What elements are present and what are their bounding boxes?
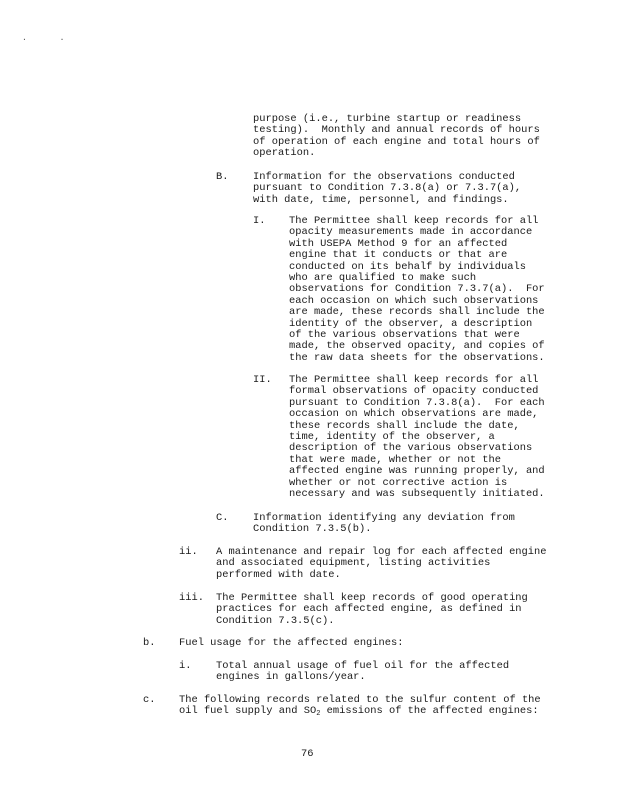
item-text-iii: The Permittee shall keep records of good operating practices for each affected engine, as defined in Condition 7.3.5(c). bbox=[216, 592, 528, 627]
item-text-ii: A maintenance and repair log for each affected engine and associated equipment, listing activities performed with date. bbox=[216, 546, 547, 581]
so2-subscript: 2 bbox=[316, 710, 321, 719]
item-text-b: Information for the observations conducted pursuant to Condition 7.3.8(a) or 7.3.7(a), with date, time, personnel, and findings. bbox=[253, 171, 522, 206]
item-label-c: C. bbox=[216, 512, 229, 524]
item-label-b-i: i. bbox=[179, 660, 192, 672]
section-label-b: b. bbox=[143, 637, 156, 649]
subitem-label-ii: II. bbox=[253, 374, 272, 386]
item-label-ii: ii. bbox=[179, 546, 198, 558]
item-label-b: B. bbox=[216, 171, 229, 183]
subitem-text-i: The Permittee shall keep records for all opacity measurements made in accordance with USEPA Method 9 for an affected engine that it conducts or that are conducted on its behalf by individuals who are qualified to make such observations for Condition 7.3.7(a). For each occasion on which such observations are made, these records shall include the identity of the observer, a description of the various observations that were made, the observed opacity, and copies of the raw data sheets for the observations. bbox=[289, 215, 545, 364]
item-text-b-i: Total annual usage of fuel oil for the affected engines in gallons/year. bbox=[216, 660, 510, 684]
subitem-text-ii: The Permittee shall keep records for all formal observations of opacity conducted pursuant to Condition 7.3.8(a). For each occasion on which observations are made, these records shall include the date, time, identity of the observer, a description of the various observations that were made, whether or not the affected engine was running properly, and whether or not corrective action is necessary and was subsequently initiated. bbox=[289, 374, 545, 501]
section-text-c-line1: The following records related to the sulfur content of the bbox=[179, 694, 541, 706]
scan-specks: . . bbox=[22, 34, 79, 43]
section-text-c-line2-post: emissions of the affected engines: bbox=[320, 705, 539, 718]
item-text-c: Information identifying any deviation from Condition 7.3.5(b). bbox=[253, 512, 515, 536]
section-text-c-line2-pre: oil fuel supply and SO bbox=[179, 705, 317, 718]
subitem-label-i: I. bbox=[253, 215, 266, 227]
section-text-c-line2 bbox=[179, 706, 539, 720]
paragraph-continuation: purpose (i.e., turbine startup or readiness testing). Monthly and annual records of hours of operation of each engine and total hours of operation. bbox=[253, 113, 540, 160]
page-number: 76 bbox=[301, 748, 314, 760]
section-label-c: c. bbox=[143, 694, 156, 706]
item-label-iii: iii. bbox=[179, 592, 204, 604]
section-text-b: Fuel usage for the affected engines: bbox=[179, 637, 404, 649]
